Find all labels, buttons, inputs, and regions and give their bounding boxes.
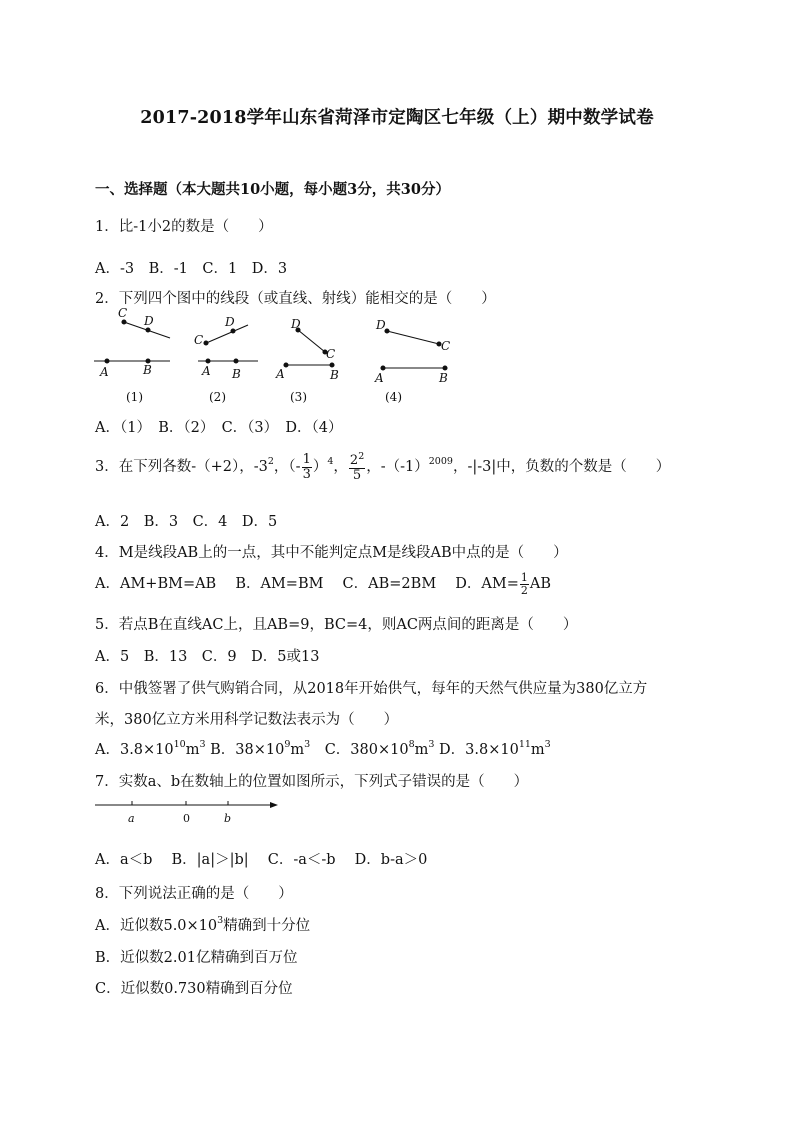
label-D-1: D xyxy=(144,314,154,328)
fraction-one-half: $\frac{1}{2}$ xyxy=(520,571,528,597)
question-8-option-b: B．近似数2.01亿精确到百万位 xyxy=(95,950,298,966)
number-line-figure xyxy=(92,796,292,828)
question-1-options: A．-3 B．-1 C．1 D．3 xyxy=(95,261,288,277)
question-6-options: A．$3.8\times 10^{10}m^3$ B．$38\times 10^9m^3$ C．$380\times 10^8m^3$ D．$3.8\times 10^{11}m^3$ xyxy=(95,739,551,758)
label-A-3: A xyxy=(276,367,285,381)
figure-label-4: (4) xyxy=(385,390,402,404)
section-heading: 一、选择题（本大题共10小题，每小题3分，共30分） xyxy=(95,181,450,198)
figure-label-2: (2) xyxy=(209,390,226,404)
label-A-1: A xyxy=(100,365,109,379)
fraction-one-third: $\frac{1}{3}$ xyxy=(302,452,311,482)
page-title: 2017-2018学年山东省菏泽市定陶区七年级（上）期中数学试卷 xyxy=(140,108,654,128)
question-3-stem: 3．在下列各数-（+2），$-3^2$，（- $\frac{1}{3}$ ）$^4$， $\frac{2^2}{5}$ ，$-(-1)^{2009}$，-|-3|中，负数的个数是（ ） xyxy=(95,451,671,483)
question-3-options: A．2 B．3 C．4 D．5 xyxy=(95,514,278,530)
question-2-options: A．（1） B．（2） C．（3） D．（4） xyxy=(95,420,343,436)
question-4-options: A．AM+BM=AB B．AM=BM C．AB=2BM D．AM= $\frac{1}{2}$ AB xyxy=(95,571,552,597)
label-C-2: C xyxy=(194,333,204,347)
question-7-stem: 7．实数a、b在数轴上的位置如图所示，下列式子错误的是（ ） xyxy=(95,774,529,790)
axis-label-0: 0 xyxy=(183,812,190,825)
question-5-stem: 5．若点B在直线AC上，且AB=9，BC=4，则AC两点间的距离是（ ） xyxy=(95,617,578,633)
label-A-2: A xyxy=(202,364,211,378)
question-1-stem: 1．比-1小2的数是（ ） xyxy=(95,219,273,235)
axis-label-a: a xyxy=(128,812,135,825)
question-6-stem-line2: 米，380亿立方米用科学记数法表示为（ ） xyxy=(95,712,399,728)
axis-label-b: b xyxy=(224,812,232,825)
question-2-figure xyxy=(88,302,468,407)
label-B-2: B xyxy=(232,367,241,381)
question-4-stem: 4．M是线段AB上的一点，其中不能判定点M是线段AB中点的是（ ） xyxy=(95,545,568,561)
label-B-1: B xyxy=(143,363,152,377)
label-D-4: D xyxy=(376,318,386,332)
question-8-option-c: C．近似数0.730精确到百分位 xyxy=(95,981,293,997)
question-7-options: A．a＜b B．|a|＞|b| C．-a＜-b D．b-a＞0 xyxy=(95,852,428,868)
question-8-stem: 8．下列说法正确的是（ ） xyxy=(95,886,293,902)
label-D-2: D xyxy=(225,315,235,329)
question-5-options: A．5 B．13 C．9 D．5或13 xyxy=(95,649,320,665)
fraction-two-squared-over-five: $\frac{2^2}{5}$ xyxy=(349,451,365,483)
label-C-4: C xyxy=(441,339,451,353)
question-8-option-a: A．近似数$5.0\times 10^3$精确到十分位 xyxy=(95,915,311,934)
label-A-4: A xyxy=(375,371,384,385)
figure-label-1: (1) xyxy=(126,390,143,404)
label-B-3: B xyxy=(330,368,339,382)
label-D-3: D xyxy=(291,317,301,331)
label-B-4: B xyxy=(439,371,448,385)
question-2-stem: 2．下列四个图中的线段（或直线、射线）能相交的是（ ） xyxy=(95,291,496,307)
label-C-1: C xyxy=(118,306,128,320)
question-6-stem-line1: 6．中俄签署了供气购销合同，从2018年开始供气，每年的天然气供应量为380亿立方 xyxy=(95,681,648,697)
label-C-3: C xyxy=(326,347,336,361)
figure-label-3: (3) xyxy=(290,390,307,404)
